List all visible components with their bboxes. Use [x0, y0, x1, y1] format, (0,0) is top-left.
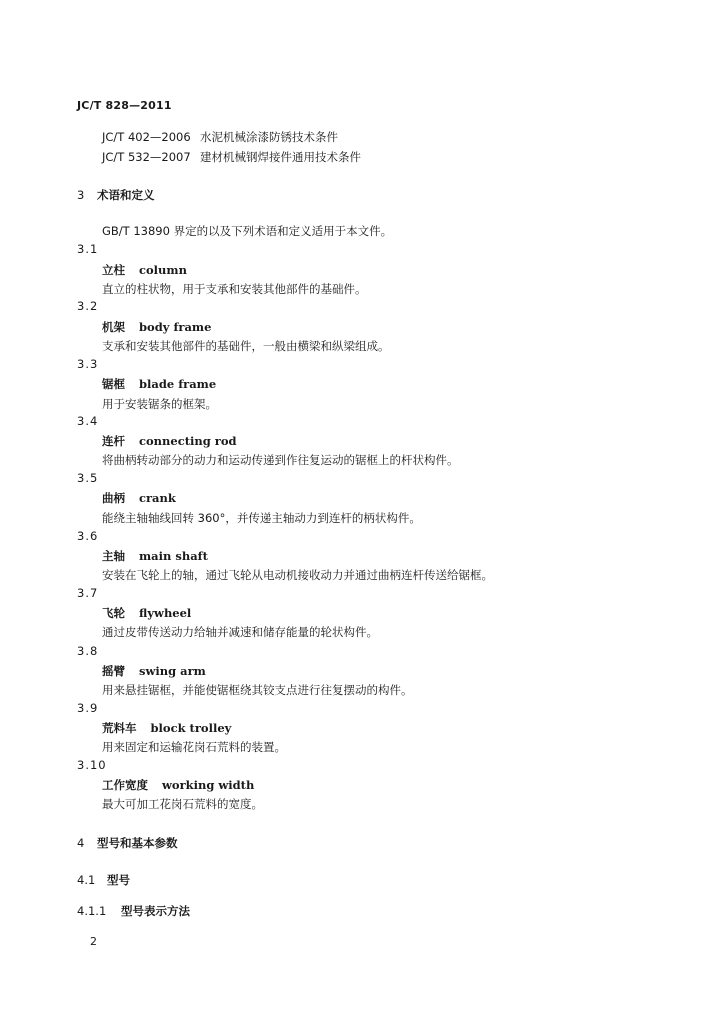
section-3-intro: GB/T 13890 界定的以及下列术语和定义适用于本文件。	[102, 224, 393, 238]
term-definition: 用于安装锯条的框架。	[102, 397, 217, 411]
section-number: 4	[77, 836, 85, 850]
term-english: flywheel	[139, 606, 192, 620]
reference-title: 建材机械钢焊接件通用技术条件	[200, 150, 361, 164]
section-title: 型号和基本参数	[97, 836, 178, 850]
term-english: crank	[139, 491, 176, 505]
term-heading	[102, 777, 254, 793]
term-number: 3.1	[77, 242, 99, 256]
term-number: 3.3	[77, 357, 99, 371]
term-english: working width	[162, 778, 255, 792]
section-title: 术语和定义	[97, 188, 155, 202]
term-chinese: 飞轮	[102, 606, 125, 620]
subsection-number: 4.1	[77, 873, 96, 887]
term-chinese: 连杆	[102, 434, 125, 448]
subsection-4-1-heading	[77, 872, 130, 888]
reference-item	[102, 149, 361, 165]
term-chinese: 主轴	[102, 549, 125, 563]
page-number: 2	[90, 935, 97, 948]
term-number: 3.4	[77, 414, 99, 428]
term-english: blade frame	[139, 377, 217, 391]
term-heading	[102, 262, 187, 278]
term-heading	[102, 663, 206, 679]
term-chinese: 工作宽度	[102, 778, 148, 792]
term-definition: 将曲柄转动部分的动力和运动传递到作往复运动的锯框上的杆状构件。	[102, 453, 459, 467]
term-heading	[102, 490, 176, 506]
term-definition: 支承和安装其他部件的基础件，一般由横梁和纵梁组成。	[102, 339, 390, 353]
subsection-number: 4.1.1	[77, 904, 107, 918]
term-english: connecting rod	[139, 434, 237, 448]
reference-title: 水泥机械涂漆防锈技术条件	[200, 130, 338, 144]
term-english: main shaft	[139, 549, 208, 563]
reference-item	[102, 129, 338, 145]
term-number: 3.5	[77, 471, 99, 485]
section-3-heading	[77, 187, 155, 203]
term-chinese: 曲柄	[102, 491, 125, 505]
section-number: 3	[77, 188, 85, 202]
term-chinese: 锯框	[102, 377, 125, 391]
subsection-title: 型号	[107, 873, 130, 887]
term-english: block trolley	[150, 721, 232, 735]
term-definition: 用来悬挂锯框，并能使锯框绕其铰支点进行往复摆动的构件。	[102, 683, 413, 697]
term-number: 3.10	[77, 758, 107, 772]
subsection-4-1-1-heading	[77, 903, 190, 919]
term-heading	[102, 720, 231, 736]
term-number: 3.9	[77, 701, 99, 715]
term-heading	[102, 605, 191, 621]
reference-code: JC/T 532—2007	[102, 150, 191, 164]
term-english: body frame	[139, 320, 212, 334]
term-definition: 最大可加工花岗石荒料的宽度。	[102, 797, 263, 811]
term-definition: 通过皮带传送动力给轴并减速和储存能量的轮状构件。	[102, 625, 378, 639]
term-chinese: 机架	[102, 320, 125, 334]
term-heading	[102, 433, 237, 449]
term-english: swing arm	[139, 664, 206, 678]
term-heading	[102, 319, 211, 335]
term-number: 3.2	[77, 299, 99, 313]
term-number: 3.7	[77, 586, 99, 600]
term-chinese: 摇臂	[102, 664, 125, 678]
term-definition: 用来固定和运输花岗石荒料的装置。	[102, 740, 286, 754]
term-definition: 安装在飞轮上的轴，通过飞轮从电动机接收动力并通过曲柄连杆传送给锯框。	[102, 568, 493, 582]
subsection-title: 型号表示方法	[121, 904, 190, 918]
term-heading	[102, 376, 216, 392]
section-4-heading	[77, 835, 178, 851]
term-definition: 能绕主轴轴线回转 360°，并传递主轴动力到连杆的柄状构件。	[102, 511, 421, 525]
term-number: 3.6	[77, 529, 99, 543]
term-english: column	[139, 263, 187, 277]
term-definition: 直立的柱状物，用于支承和安装其他部件的基础件。	[102, 282, 367, 296]
reference-code: JC/T 402—2006	[102, 130, 191, 144]
term-chinese: 荒料车	[102, 721, 137, 735]
term-heading	[102, 548, 208, 564]
term-chinese: 立柱	[102, 263, 125, 277]
document-id-header: JC/T 828—2011	[77, 99, 172, 112]
term-number: 3.8	[77, 644, 99, 658]
